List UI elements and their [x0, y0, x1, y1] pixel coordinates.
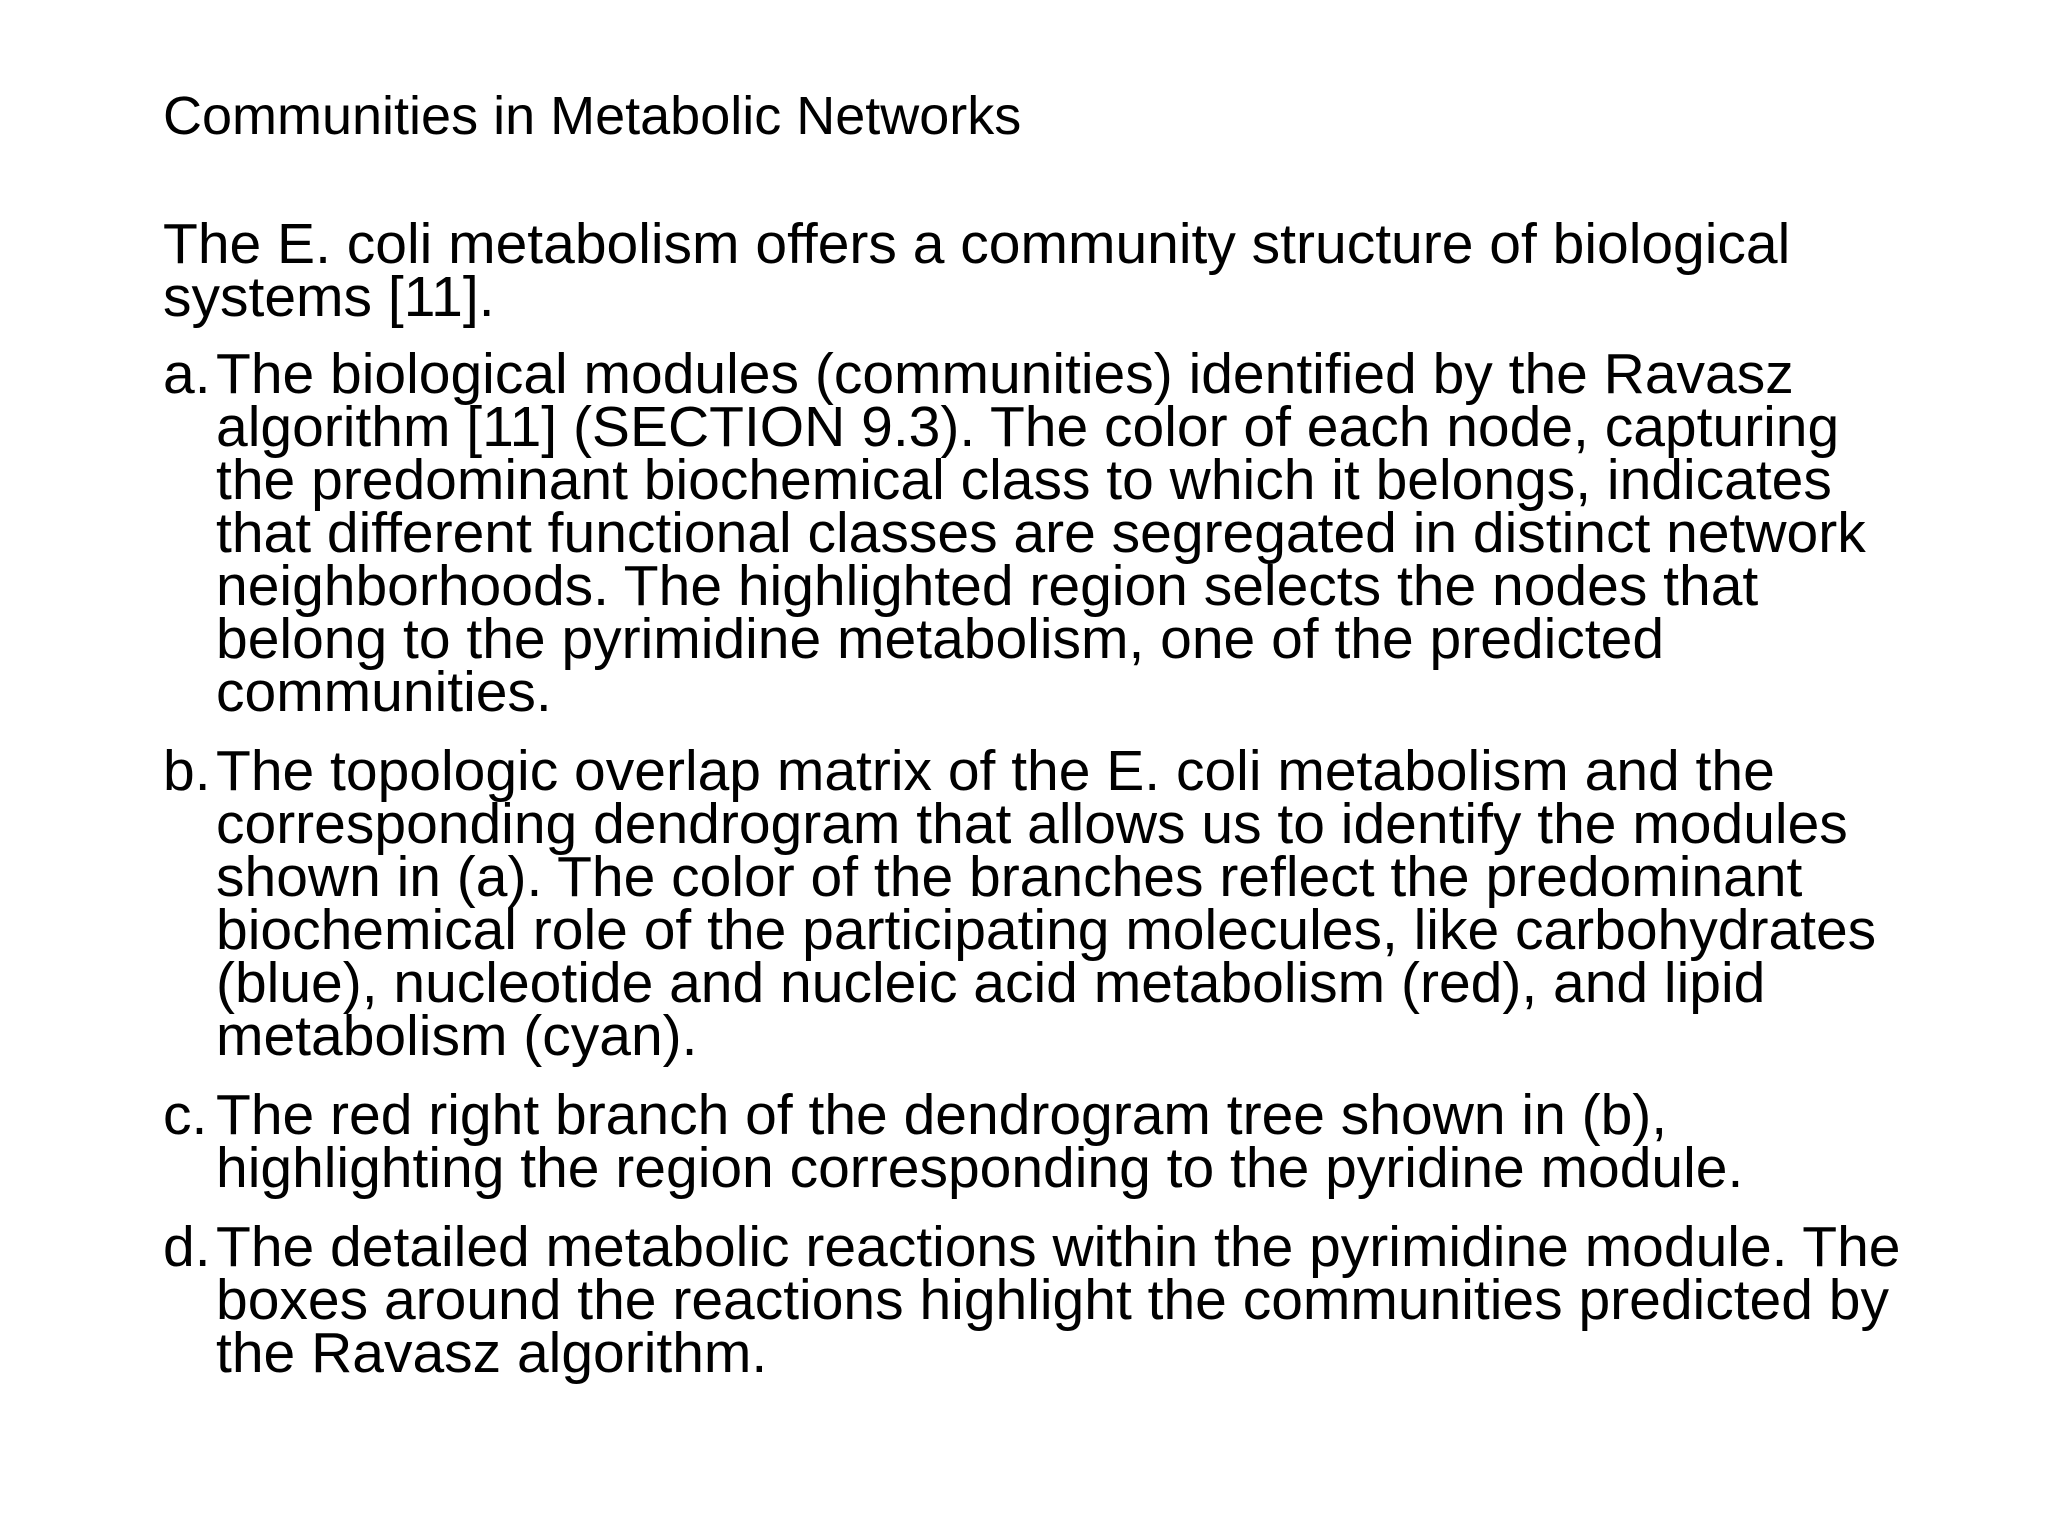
list-item-b	[163, 739, 1913, 1068]
list-item-d	[163, 1215, 1913, 1385]
intro-paragraph: The E. coli metabolism offers a community structure of biological systems [11].	[163, 212, 1791, 329]
list-item-text: The biological modules (communities) identified by the Ravasz algorithm [11] (SECTION 9.3). The color of each node, capturing the predominant biochemical class to which it belongs, indicates that different functional classes are segregated in distinct network neighborhoods. The highlighted region selects the nodes that belong to the pyrimidine metabolism, one of the predicted communities.	[216, 342, 1866, 724]
list-marker: c.	[163, 1083, 208, 1147]
list-marker: a.	[163, 342, 211, 406]
slide-title: Communities in Metabolic Networks	[163, 86, 1022, 146]
list-item-c	[163, 1083, 1913, 1200]
slide-body	[163, 212, 1913, 1406]
list-marker: d.	[163, 1215, 211, 1279]
caption-list	[163, 342, 1913, 1385]
list-item-a	[163, 342, 1913, 724]
list-item-text: The red right branch of the dendrogram tree shown in (b), highlighting the region corresponding to the pyridine module.	[216, 1083, 1744, 1200]
list-item-text: The topologic overlap matrix of the E. coli metabolism and the corresponding dendrogram that allows us to identify the modules shown in (a). The color of the branches reflect the predominant biochemical role of the participating molecules, like carbohydrates (blue), nucleotide and nucleic acid metabolism (red), and lipid metabolism (cyan).	[216, 739, 1877, 1068]
list-item-text: The detailed metabolic reactions within the pyrimidine module. The boxes around the reactions highlight the communities predicted by the Ravasz algorithm.	[216, 1215, 1901, 1385]
list-marker: b.	[163, 739, 211, 803]
